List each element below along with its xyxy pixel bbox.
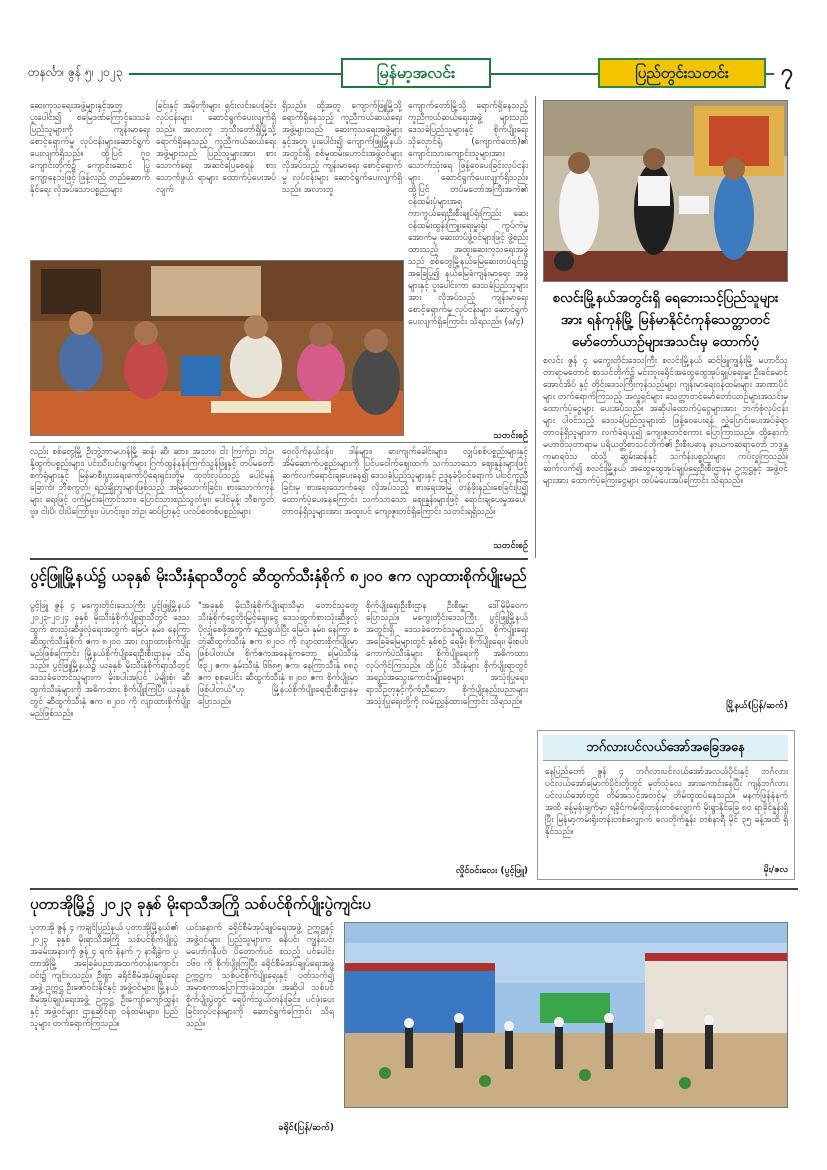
article5-body: နေပြည်တော် ဇွန် ၄ ဘင်္ဂလားပင်လယ်အော်အလယ်ပိုင်းနှင့် ဘင်္ဂလားပင်လယ်အော်မြောက်ပိုင်းတို့တွင် မုတ်သုံလေ အားကောင်းနေပြီး ကျန်ဘင်္ဂလားပင်လယ်အော်တွင် တိမ်အသင့်အတင့်မှ တိမ်ထူထပ်နေသည်။ မနက်ဖြန်နံနက်အထိ ခန့်မှန်းချက်မှာ ရခိုင်ကမ်းရိုးတန်းတစ်လျှောက် မိုးရွာနိုင်ခြေ ၈၀ ရာခိုင်နှုန်းရှိပြီး မြန်မာ့ကမ်းရိုးတန်းတစ်လျှောက် လေတိုက်နှုန်း တစ်နာရီ မိုင် ၃၅ ခန့်အထိ ရှိနိုင်သည်။	[545, 767, 788, 837]
article3-signature: မြို့နယ်(ပြန်/ဆက်)	[726, 701, 788, 711]
medical-checkup-illustration	[31, 261, 404, 436]
tree-planting-illustration	[345, 923, 788, 1108]
article4-col3: စိုက်ပျိုးရေးဦးစီးဌာန ဦးစီးမှူး ဒေါ်မိုမိုဝေက ပြောသည်။ မကွေးတိုင်းဒေသကြီး ပွင့်ဖြူမြို့နယ်အတွင်းရှိ ဒေသခံတောင်သူများသည် စိုက်ပျိုးရေး အခြေခံမြေများတွင် နှစ်စဉ် ရေမှီး စိုက်ပျိုးရေး၊ မိုးစပါး ကောက်ပဲသီးနှံများ စိုက်ပျိုးရေးကို အဓိကထား လုပ်ကိုင်ကြသည်။ ထို့ပြင် သီးနှံများ စိုက်ပျိုးရာတွင် အရည်အသွေးကောင်းမျိုးစေ့များ အသုံးပြုရေး၊ ရာသီဥတုနှင့်ကိုက်ညီသော စိုက်ပျိုးနည်းပညာများ အသုံးပြုရေးတို့ကို လမ်းညွှန်ထားကြောင်း သိရသည်။	[366, 601, 528, 707]
divider	[30, 442, 528, 443]
article1-col3: ရှိသည်။ ထို့အတူ ကျောက်ဖြူမြို့သို့ ရောက်ရှိနေသည့် ကူညီကယ်ဆယ်ရေး အဖွဲ့များသည် ဆေးကုသရေးအဖွဲ့များနှင့်အတူ ပူးပေါင်း၍ ကျောက်ဖြူမြို့နယ်အတွင်းရှိ စစ်မှုထမ်းဟောင်းအဖွဲ့ဝင်များ လိုအပ်သည့် ကျန်းမာရေး စောင့်ရှောက်မှု လုပ်ငန်းများ ဆောင်ရွက်ပေးလျက်ရှိသည်။ အလားတူ	[282, 101, 402, 195]
article6-col2: ယင်းနောက် ခရိုင်စီမံအုပ်ချုပ်ရေးအဖွဲ့ ဥက္ကဋ္ဌနှင့် အဖွဲ့ဝင်များ ပြည်သူများက ဓနိပင်၊ ကျွန်းပင်၊ မဟော်ဂနီပင်၊ ပိတောက်ပင် စသည့် ပင်ပေါင်း ၁၆၀ ကို စိုက်ပျိုးကြပြီး ခရိုင်စီမံအုပ်ချုပ်ရေးအဖွဲ့ ဥက္ကဋ္ဌက သစ်ပင်စိုက်ပျိုးရေးနှင့် ပတ်သက်၍ အမှာစကားပြောကြားခဲ့သည်။ အဆိုပါ သစ်ပင်စိုက်ပျိုးပွဲတွင် ရေပိုက်သွယ်တန်းခြင်း၊ ပင်ဖုံးပေးခြင်းလုပ်ငန်းများကို ဆောင်ရွက်ကြောင်း သိရသည်။	[186, 923, 334, 1029]
article2-col-right: ဝှေလိုက်နယ်ငန်း၊ ဒါန်များ၊ ဓားကျက်ခေါင်းများ၊ လျှပ်စစ်ပစ္စည်းများနှင့် အိမ်ဆောက်ပစ္စည်းများကို ပြင်ပဝေါက်ဈေးထက် သက်သာသော ဈေးနှုန်းများဖြင့် ဆက်လက်ရောင်းချပေးနေ၍ ဒေသခံပြည်သူများနှင့် ဥဒ္ဒနခံပိုဝင်ရောက် ပါဝင်ကူညီခြင်းမှ စားရေးသောက်ရေး လိုအပ်သည့် စားရေးအမြဲ တန်ဖိုးနည်းစေခြင်းပြ၍ ထောက်ပံ့ပေးနေကြောင်း သက်သာသော ဈေးနှုန်းများဖြင့် ရောင်းချပေးမှုအပေါ် တာဝန်ရှိသူများအား အထူးပင် ကျေးဇူးတင်ရှိကြောင်း သတင်းရရှိသည်။	[282, 447, 528, 517]
article6-headline: ပုတာအိုမြို့၌ ၂၀၂၃ ခုနှစ် မိုးရာသီအကြို သစ်ပင်စိုက်ပျိုးပွဲကျင်းပ	[30, 895, 371, 913]
article1-signature: သတင်းစဉ်	[493, 431, 528, 441]
donation-ceremony-illustration	[544, 101, 788, 282]
article4-signature: လှိုင်ဝင်းလေး (ပွင့်ဖြူ)	[455, 866, 528, 876]
article1-col2: ခြင်းနှင့် အမိုးကိုးများ ရှင်းလင်းပေးခြင်းလုပ်ငန်းများ ဆောင်ရွက်ပေးလျက်ရှိသည်။ အလားတူ ဘုသီးတော်ရှိမြို့သို့ ရောက်ရှိနေသည့် ကူညီကယ်ဆယ်ရေး အဖွဲ့များသည် ပြည်သူများအား စားသောက်ရေး အဆင်ပြေစေရန် စားသောက်ဖွယ် ရာများ ထောက်ပံ့ပေးအပ်လျက်	[156, 101, 276, 195]
page-header	[28, 58, 798, 92]
masthead: မြန်မာ့အလင်း	[341, 58, 491, 88]
photo-medical-checkup	[30, 260, 404, 436]
article4-col1: ပွင့်ဖြူ ဇွန် ၄ မကွေးတိုင်းဒေသကြီး ပွင့်ဖြူမြို့နယ် ၂၀၂၃-၂၀၂၄ ခုနှစ် မိုးသီးနှံစိုက်ပျိုးရာသီတွင် ဒေသထွက် စားသုံးဆီဖူလုံရေးအတွက် မြေပဲ၊ နှမ်း၊ နေကြာ ဆီထွက်သီးနှံစိုက် ဧက ၈၂၀၀ အား လျာထားစိုက်ပျိုးမည်ဖြစ်ကြောင်း မြို့နယ်စိုက်ပျိုးရေးဦးစီးဌာနမှ သိရသည်။ ပွင့်ဖြူမြို့နယ်၌ ယခုနှစ် မိုးသီးနှံစိုက်ရာသီတွင် ဒေသခံတောင်သူများက မိုးစပါးအပြင် ပဲမျိုးစုံ၊ ဆီထွက်သီးနှံများကို အဓိကထား စိုက်ပျိုးကြပြီး ယခုနှစ်တွင် ဆီထွက်သီးနှံ ဧက ၈၂၀၀ ကို လျာထားစိုက်ပျိုးမည်ဖြစ်သည်။	[30, 601, 190, 719]
article2-col-left: လည်း စစ်တွေမြို့ ဦးဘွဲ့ဘာမဟန်မြို့ ဆန်၊ ဆီ၊ ဆား၊ အသား၊ ငါး ကြက်ဥ၊ ဘဲဥ၊ နို့ထွက်ပစ္စည်းများ၊ ပင်းသီးပင်းရွက်များ ဂြက်ထွန်နန်းကြက်သွန်ဖြူနှင့် တပ်မတော်စက်ရုံများနှင့် မြန်မာစီးပွားရေးကော်ပိုရေးရှင်းတို့မှ ထုတ်လုပ်သည့် ပေါင်မုန့်ခြောက်၊ ဘီစကွတ်၊ ရည်ချိုဘူးများဖြစ်သည့် အမြဲသောက်ခြင်း၊ စားသောက်ကုန်များ ရေးဖြင့် ဝက်မြင်းကြောင်သား၊ ပြောင်သားစည်သွတ်ဗူး၊ ပေါင်မုန့်၊ ဘီစကွတ်ဗူး၊ ငါးပိ၊ ငါးပိကြော်ဗူး၊ ပဲဟင်းဗူး၊ ဘဲဥ၊ ဆပ်ပြာနှင့် ပလပ်စတစ်ပစ္စည်းများ	[30, 447, 274, 517]
article5-signature: မိုး/ဇလ	[763, 865, 788, 875]
article6-col1: ပုတာအို ဇွန် ၄ ကချင်ပြည်နယ် ပုတာအိုမြို့နယ်၏ ၂၀၂၃ ခုနှစ် မိုးရာသီအကြို သစ်ပင်စိုက်ပျိုးပွဲအခမ်းအနားကို ဇွန် ၄ ရက် နံနက် ၇ နာရီခွဲက ပုတာအိုမြို့ အခြေခံပညာအထက်တန်းကျောင်းဝင်း၌ ကျင်းပသည်။ ဦးစွာ ခရိုင်စီမံအုပ်ချုပ်ရေးအဖွဲ့ ဥက္ကဋ္ဌ ဦးဇော်ဝင်းနိုင်နှင့် အဖွဲ့ဝင်များ၊ မြို့နယ်စီမံအုပ်ချုပ်ရေးအဖွဲ့ ဥက္ကဋ္ဌ ဦးကျော်ကျော်ထွန်းနှင့် အဖွဲ့ဝင်များ ဌာနဆိုင်ရာ ဝန်ထမ်းများ၊ ပြည်သူများ တက်ရောက်ကြသည်။	[30, 923, 178, 1029]
section-title: ပြည်တွင်းသတင်း	[598, 58, 766, 88]
column-divider	[535, 96, 536, 558]
photo-donation-ceremony	[543, 100, 788, 282]
article6-signature: ခရိုင်(ပြန်/ဆက်)	[278, 1123, 334, 1133]
divider	[30, 558, 528, 560]
article2-signature: သတင်းစဉ်	[493, 541, 528, 551]
article1-col1: ဆေးကုသရေးအဖွဲ့များနှင့်အတူ ပူးပေါင်း၍ စမြေဒဏ်ကြောင့်ဒေသခံပြည်သူများကို ကျန်းမာရေးစောင့်ရှောက်မှု လုပ်ငန်းများဆောင်ရွက်ပေးလျက်ရှိသည်။ ထို့ပြင် ဂူဝကျောင်းတိုက်၌ ကျောင်းဆောင် ပြုကျော့နေသဖြင့် ဖြန့်လည် တည်ဆောက်နိုင်ရေး လိုအပ်သောပစ္စည်းများ	[30, 101, 150, 195]
photo-tree-planting	[344, 922, 788, 1108]
article4-headline: ပွင့်ဖြူမြို့နယ်၌ ယခုနှစ် မိုးသီးနှံရာသီတွင် ဆီထွက်သီးနှံစိုက် ၈၂၀၀ ဧက လျာထားစိုက်ပျိုးမည်	[30, 567, 527, 585]
page-number: ၇	[774, 58, 800, 88]
divider	[30, 888, 798, 890]
article3-body: စလင်း ဇွန် ၄ မကွေးတိုင်းဒေသကြီး စလင်းမြို့နယ် ဆင်ဖြူကျွန်းမြို့ မဟာဝိသုတာရာမတောင် စာသင်တိုက်၌ မင်းဘူးခရိုင်အထွေထွေအုပ်ချုပ်ရေးမှူး ဦးခင်မောင်အောင်အိပ် နှင့် တိုင်းဒေသကြီးကုန်သည်များ ကျန်းမာရေးဝန်ထမ်းများ အာဏာပိုင်များ တက်ရောက်ကြသည့် အလှူရှင်များ သေတ္တာတင်မော်တော်ယာဉ်များအသင်းမှ ထောက်ပံ့ငွေများ ပေးအပ်သည်။ အဆိုပါထောက်ပံ့ငွေများအား ဘက်စုံလုပ်ငန်းများ ပါဝင်သည့် ဒေသခံပြည်သူများထံ ဖြန့်ဝေပေးရန် လွှဲပြောင်းပေးအပ်ခဲ့ရာ တာဝန်ရှိသူများက လက်ခံရယူ၍ ကျေးဇူးတင်စကား ပြောကြားသည်။ ထို့နောက် မဟာဝိသုတာရာမ ပရိယတ္တိစာသင်တိုက်၏ ဦးစီးပဓာန နာယကဆရာတော် ဘဒ္ဒန္တ ကုမာရဝံသ ထံသို့ ဆွမ်းဆန်နှင့် သင်္ကန်းပစ္စည်းများ ကပ်လှူကြသည်။ ဆက်လက်၍ စလင်းမြို့နယ် အထွေထွေအုပ်ချုပ်ရေးဦးစီးဌာနမှ ဥက္ကဋ္ဌနှင့် အဖွဲ့ဝင်များအား ထောက်ပံ့ကြေးငွေများ ထပ်မံပေးအပ်ကြောင်း သိရသည်။	[543, 356, 788, 486]
issue-date: တနင်္လာ၊ ဇွန် ၅၊ ၂၀၂၃	[28, 64, 129, 82]
article4-col2: "အခုနှစ် မိုးသီးနှံစိုက်ပျိုးရာသီမှာ တောင်သူတွေ သီးနှံစိုက်ငွေတိုးမြင့်ချေးငွေ ဒေသထွက်စားသုံးဆီဖူလုံ ပိုလျှံစေဖို့အတွက် ရည်ရွယ်ပြီး မြေပဲ၊ နှမ်း၊ နေကြာ စတဲ့ဆီထွက်သီးနှံ ဧက ၈၂၀၀ ကို လျာထားစိုက်ပျိုးမှာဖြစ်ပါတယ်။ စိုက်ဧကအနေနဲ့ကတော့ မြေပဲသီးနှံ ၆၃၂ ဧက၊ နှမ်းသီးနှံ ၆၆၈၅ ဧက၊ နေကြာသီးနှံ ၈၈၃ ဧက စုစုပေါင်း ဆီထွက်သီးနှံ ၈၂၀၀ ဧက စိုက်ပျိုးမှာဖြစ်ပါတယ်"ဟု မြို့နယ်စိုက်ပျိုးရေးဦးစီးဌာနမှ ပြောသည်။	[198, 601, 358, 707]
article1-col4: ကျောက်တော်မြို့သို့ ရောက်ရှိနေသည့် ကူညီကယ်ဆယ်ရေးအဖွဲ့ များသည် ဒေသခံပြည်သူများနှင့် စိုက်ပျိုးရေးသိုလှောင်ရုံ (ကျောက်တော်)၏ ကျောင်းသားကျောင်းသူများအား သောက်သုံးရေ ဖြန့်ဝေပေးခြင်းလုပ်ငန်းများ ဆောင်ရွက်ပေးလျက်ရှိသည်။ ထို့ပြင် တပ်မတော်အကြီးအကဲ၏ ဝန်ထမ်းပုံများအရ ကာကွယ်ရေးဦးစီးချုပ်ရုံးကြည်း ဆေးဝန်ထမ်းထွန်းကြူးရေးမှူးရုံး ကွပ်ကဲမှုအောက်မှ ဆေးတပ်ဖွဲ့ဝင်များဖြင့် ဖွဲ့စည်းထားသည့် အထူးဆေးကုသရေးအဖွဲ့သည် စစ်တွေမြို့နယ်မြေဆေးတပ်ရင်း၌ အခြေပြု၍ နယ်မြေခံကျန်းမာရေး အဖွဲ့များနှင့် ပူးပေါင်းကာ ဒေသခံပြည်သူများအား လိုအပ်သည့် ကျန်းမာရေးစောင့်ရှောက်မှု လုပ်ငန်းများ ဆောင်ရွက်ပေးလျက်ရှိကြောင်း သိရသည်။ (ဖ/၄)	[408, 101, 528, 327]
article3-headline: စလင်းမြို့နယ်အတွင်းရှိ ရေဘေးသင့်ပြည်သူများအား ရန်ကုန်မြို့ မြန်မာနိုင်ငံကုန်သေတ္တာတင်မော်တော်ယာဉ်များအသင်းမှ ထောက်ပံ့	[552, 290, 779, 350]
article5-headline: ဘဂ်လားပင်လယ်အော်အခြေအနေ	[543, 735, 788, 761]
